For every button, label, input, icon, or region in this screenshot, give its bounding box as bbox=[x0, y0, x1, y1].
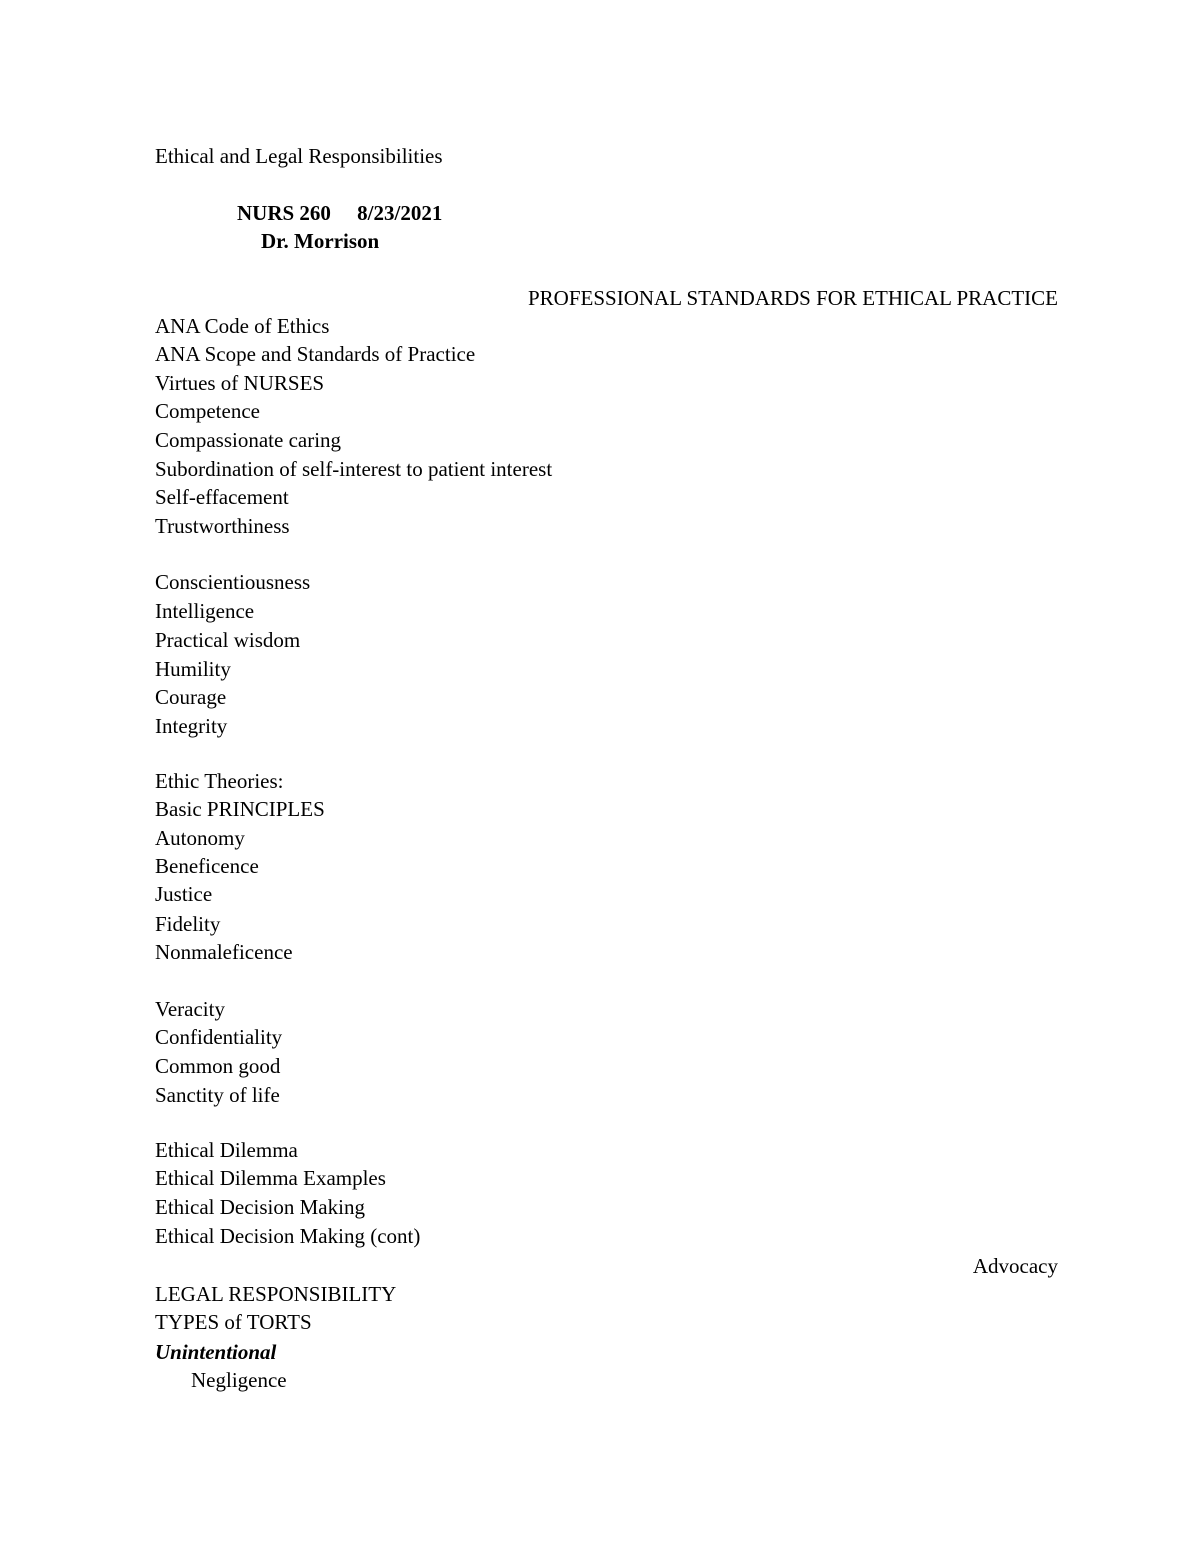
list-item: Fidelity bbox=[155, 912, 221, 936]
course-line: NURS 260 8/23/2021 bbox=[237, 201, 443, 225]
instructor-name: Dr. Morrison bbox=[261, 229, 380, 253]
list-item: ANA Code of Ethics bbox=[155, 314, 330, 338]
list-item: Compassionate caring bbox=[155, 428, 342, 452]
list-item: Justice bbox=[155, 882, 213, 906]
list-item: Trustworthiness bbox=[155, 514, 290, 538]
list-item: TYPES of TORTS bbox=[155, 1310, 312, 1334]
list-item: Competence bbox=[155, 399, 260, 423]
negligence-item: Negligence bbox=[191, 1368, 287, 1392]
list-item: Confidentiality bbox=[155, 1025, 283, 1049]
document-title: Ethical and Legal Responsibilities bbox=[155, 144, 443, 168]
list-item: Sanctity of life bbox=[155, 1083, 280, 1107]
advocacy-label: Advocacy bbox=[972, 1254, 1058, 1278]
list-item: Ethical Decision Making (cont) bbox=[155, 1224, 421, 1248]
list-item: Subordination of self-interest to patient interest bbox=[155, 457, 553, 481]
list-item: Common good bbox=[155, 1054, 281, 1078]
list-item: Conscientiousness bbox=[155, 570, 311, 594]
list-item: LEGAL RESPONSIBILITY bbox=[155, 1282, 397, 1306]
list-item: Intelligence bbox=[155, 599, 255, 623]
list-item: Virtues of NURSES bbox=[155, 371, 325, 395]
list-item: Ethic Theories: bbox=[155, 769, 284, 793]
unintentional-heading: Unintentional bbox=[155, 1340, 277, 1364]
section-heading: PROFESSIONAL STANDARDS FOR ETHICAL PRACTICE bbox=[528, 286, 1058, 310]
list-item: Ethical Dilemma Examples bbox=[155, 1166, 386, 1190]
list-item: Veracity bbox=[155, 997, 225, 1021]
list-item: Self-effacement bbox=[155, 485, 289, 509]
list-item: Nonmaleficence bbox=[155, 940, 293, 964]
list-item: Practical wisdom bbox=[155, 628, 301, 652]
list-item: Autonomy bbox=[155, 826, 245, 850]
list-item: Humility bbox=[155, 657, 231, 681]
list-item: Ethical Decision Making bbox=[155, 1195, 365, 1219]
list-item: Integrity bbox=[155, 714, 228, 738]
list-item: Basic PRINCIPLES bbox=[155, 797, 325, 821]
list-item: Beneficence bbox=[155, 854, 259, 878]
list-item: Ethical Dilemma bbox=[155, 1138, 298, 1162]
list-item: ANA Scope and Standards of Practice bbox=[155, 342, 476, 366]
list-item: Courage bbox=[155, 685, 227, 709]
